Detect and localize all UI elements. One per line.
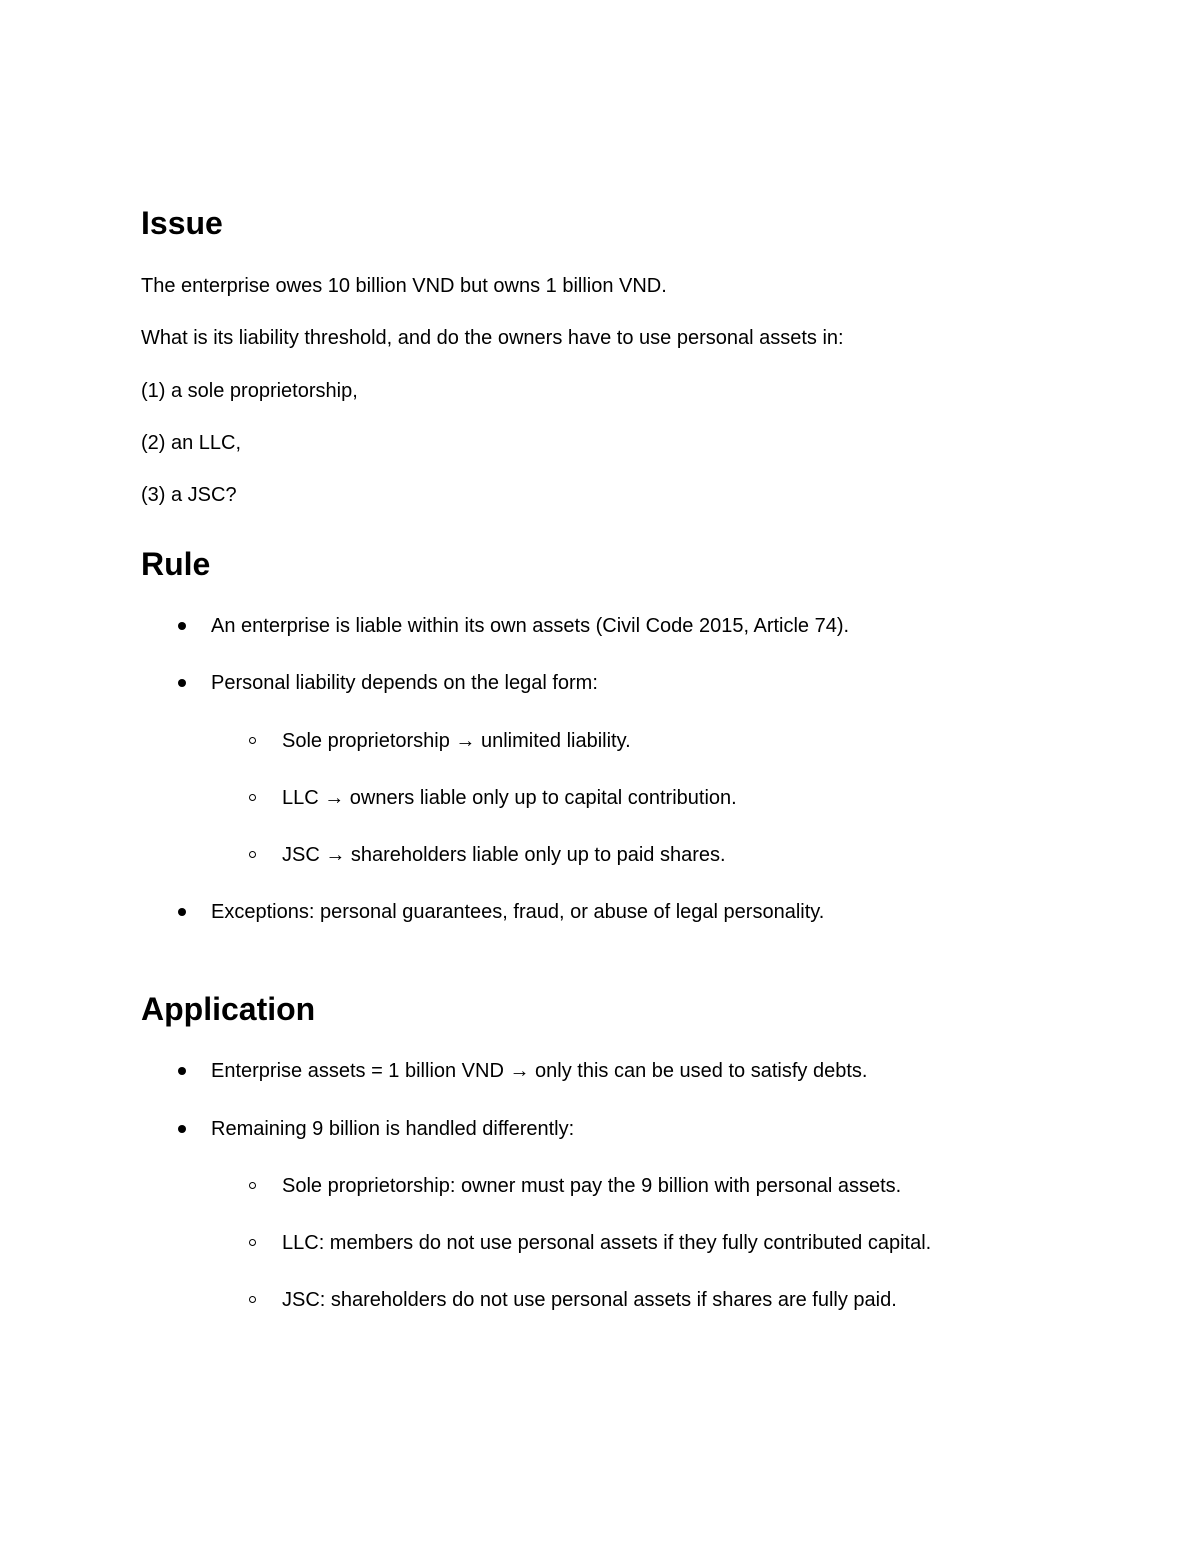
issue-heading: Issue <box>141 205 223 241</box>
issue-line: The enterprise owes 10 billion VND but owns 1 billion VND. <box>141 275 667 297</box>
rule-list-item <box>211 616 849 636</box>
bullet-icon <box>178 1067 186 1075</box>
rule-subitem-text: Sole proprietorship → unlimited liability. <box>282 730 631 752</box>
issue-line: (1) a sole proprietorship, <box>141 380 358 402</box>
circle-bullet-icon <box>249 1296 256 1303</box>
application-subitem-text: JSC: shareholders do not use personal assets if shares are fully paid. <box>282 1289 897 1311</box>
application-sublist-item <box>282 1176 901 1196</box>
rule-list-item <box>211 902 824 922</box>
bullet-icon <box>178 908 186 916</box>
application-sublist-item <box>282 1233 931 1253</box>
issue-line: (2) an LLC, <box>141 432 242 454</box>
circle-bullet-icon <box>249 1239 256 1246</box>
rule-heading: Rule <box>141 546 211 582</box>
rule-subitem-text: LLC → owners liable only up to capital contribution. <box>282 787 737 809</box>
rule-sublist-item <box>282 731 631 751</box>
application-list-item <box>211 1061 867 1081</box>
circle-bullet-icon <box>249 737 256 744</box>
rule-item-text: An enterprise is liable within its own assets (Civil Code 2015, Article 74). <box>211 615 850 637</box>
application-subitem-text: LLC: members do not use personal assets if they fully contributed capital. <box>282 1232 932 1254</box>
circle-bullet-icon <box>249 1182 256 1189</box>
application-item-text: Remaining 9 billion is handled differently: <box>211 1118 575 1140</box>
application-item-text: Enterprise assets = 1 billion VND → only this can be used to satisfy debts. <box>211 1060 868 1082</box>
bullet-icon <box>178 622 186 630</box>
application-list-item <box>211 1119 574 1139</box>
application-heading: Application <box>141 991 316 1027</box>
circle-bullet-icon <box>249 794 256 801</box>
application-subitem-text: Sole proprietorship: owner must pay the 9 billion with personal assets. <box>282 1175 902 1197</box>
application-sublist-item <box>282 1290 897 1310</box>
bullet-icon <box>178 1125 186 1133</box>
rule-subitem-text: JSC → shareholders liable only up to paid shares. <box>282 844 726 866</box>
issue-line: What is its liability threshold, and do the owners have to use personal assets in: <box>141 327 844 349</box>
bullet-icon <box>178 679 186 687</box>
issue-line: (3) a JSC? <box>141 484 237 506</box>
rule-item-text: Exceptions: personal guarantees, fraud, or abuse of legal personality. <box>211 901 825 923</box>
circle-bullet-icon <box>249 851 256 858</box>
rule-sublist-item <box>282 845 726 865</box>
rule-item-text: Personal liability depends on the legal form: <box>211 672 598 694</box>
rule-list-item <box>211 673 598 693</box>
rule-sublist-item <box>282 788 737 808</box>
